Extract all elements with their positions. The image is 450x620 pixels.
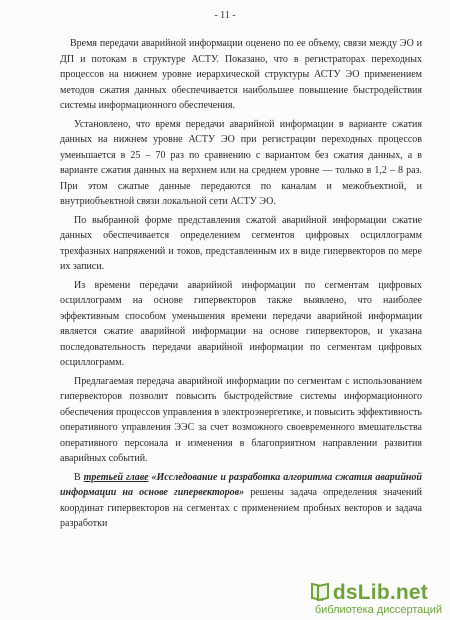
paragraph-transmission-time: Время передачи аварийной информации оценено по ее объему, связи между ЭО и ДП и потокам в структуре АСТУ. Показано, что в регистраторах переходных процессов на нижнем уровне иерархической структуры АСТУ ЭО применением методов сжатия данных обеспечивается наибольшее повышение быстродействия системы информационного обеспечения. <box>60 38 422 111</box>
page-body <box>60 36 422 535</box>
paragraph-proposed-transmission: Предлагаемая передача аварийной информации по сегментам с использованием гипервекторов позволит повысить быстродействие системы информационного обеспечения процессов управления в электроэнергетике, и повысить эффективность оперативного управления ЭЭС за счет возможного своевременного вмешательства оперативного персонала и изменения в благоприятном направлении развития аварийных событий. <box>60 375 422 464</box>
book-icon <box>311 586 329 600</box>
paragraph-compression-results: Установлено, что время передачи аварийной информации в варианте сжатия данных на нижнем уровне АСТУ ЭО при регистрации переходных процессов уменьшается в 25 – 70 раз по сравнению с вариантом без сжатия данных, а в варианте сжатия данных на верхнем или на среднем уровне — только в 1,2 – 8 раз. При этом сжатые данные передаются по каналам и межобъектной, и внутриобъектной связи локальной сети АСТУ ЭО. <box>60 118 422 207</box>
paragraph-third-chapter <box>60 470 422 532</box>
dslib-logo <box>311 581 442 605</box>
dslib-subtitle: библиотека диссертаций <box>314 604 442 616</box>
dslib-watermark[interactable] <box>311 581 442 616</box>
paragraph-effective-method: Из времени передачи аварийной информации по сегментам цифровых осциллограмм на основе гипервекторов также выявлено, что наиболее эффективным способом уменьшения времени передачи аварийной информации является сжатие аварийной информации на основе гипервекторов, и указана последовательность передачи аварийной информации по сегментам цифровых осциллограмм. <box>60 279 422 368</box>
page-number: - 11 - <box>214 10 236 21</box>
third-chapter-label: третьей главе <box>83 471 149 483</box>
dslib-logo-text: dsLib.net <box>332 581 428 604</box>
third-chapter-lead: В <box>74 471 84 483</box>
paragraph-data-form: По выбранной форме представления сжатой аварийной информации сжатие данных обеспечивается определением сегментов цифровых осциллограмм трехфазных напряжений и токов, представленным их в виде гипервекторов по мере их записи. <box>60 214 422 272</box>
third-chapter-title: «Исследование и разработка алгоритма сжатия аварийной информации на основе гипервекторов» <box>60 471 422 498</box>
third-chapter-rest: решены задача определения значений координат гипервекторов на сегментах с применением пробных векторов и задача разработки <box>60 487 422 529</box>
